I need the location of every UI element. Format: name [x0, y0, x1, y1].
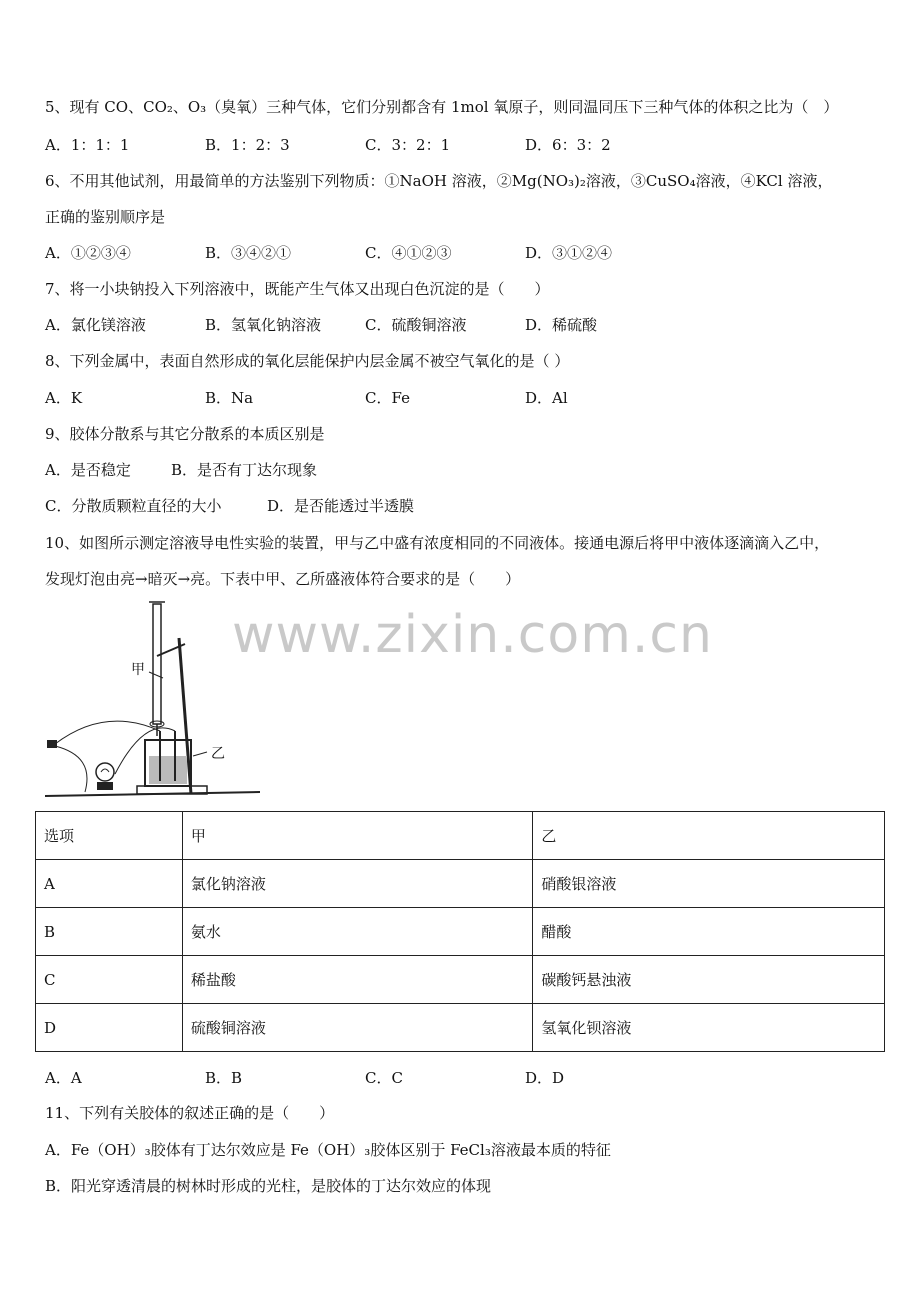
- q9-option-c: C．分散质颗粒直径的大小: [45, 497, 222, 515]
- q11-option-b: B．阳光穿透清晨的树林时形成的光柱，是胶体的丁达尔效应的体现: [45, 1177, 492, 1195]
- table-cell: 碳酸钙悬浊液: [533, 956, 885, 1004]
- label-yi: 乙: [211, 746, 225, 762]
- table-cell: 氯化钠溶液: [182, 860, 533, 908]
- q5-option-d: D．6：3：2: [525, 136, 611, 154]
- q8-option-b: B．Na: [205, 389, 254, 407]
- q5-option-c: C．3：2：1: [365, 136, 451, 154]
- q10-option-d: D．D: [525, 1069, 565, 1087]
- conductivity-apparatus-figure: [45, 596, 275, 802]
- q5-option-b: B．1：2：3: [205, 136, 290, 154]
- table-cell: 氨水: [182, 908, 533, 956]
- q9-stem: 9、胶体分散系与其它分散系的本质区别是: [45, 425, 325, 443]
- q10-stem-line2: 发现灯泡由亮→暗灭→亮。下表中甲、乙所盛液体符合要求的是（ ）: [45, 570, 521, 588]
- table-cell: 稀盐酸: [182, 956, 533, 1004]
- table-row: [36, 1004, 885, 1052]
- q9-option-d: D．是否能透过半透膜: [267, 497, 415, 515]
- table-header-cell: 乙: [533, 812, 885, 860]
- q6-option-c: C．④①②③: [365, 244, 452, 262]
- table-cell: A: [36, 860, 183, 908]
- q7-option-a: A．氯化镁溶液: [45, 316, 146, 334]
- q10-option-a: A．A: [45, 1069, 82, 1087]
- q6-option-d: D．③①②④: [525, 244, 613, 262]
- table-row: [36, 956, 885, 1004]
- q8-option-a: A．K: [45, 389, 83, 407]
- q7-option-d: D．稀硫酸: [525, 316, 598, 334]
- q8-option-d: D．Al: [525, 389, 568, 407]
- q8-stem: 8、下列金属中，表面自然形成的氧化层能保护内层金属不被空气氧化的是（ ）: [45, 352, 570, 370]
- q5-stem: 5、现有 CO、CO₂、O₃（臭氧）三种气体，它们分别都含有 1mol 氧原子，则同温同压下三种气体的体积之比为（ ）: [45, 98, 839, 116]
- table-row: [36, 908, 885, 956]
- table-cell: 氢氧化钡溶液: [533, 1004, 885, 1052]
- table-row: [36, 860, 885, 908]
- q7-option-b: B．氢氧化钠溶液: [205, 316, 322, 334]
- table-header-cell: 甲: [182, 812, 533, 860]
- q10-options-table: [35, 811, 885, 1052]
- q5-option-a: A．1：1：1: [45, 136, 130, 154]
- label-jia: 甲: [131, 662, 145, 678]
- q10-stem-line1: 10、如图所示测定溶液导电性实验的装置，甲与乙中盛有浓度相同的不同液体。接通电源后将甲中液体逐滴滴入乙中，: [45, 534, 830, 552]
- q7-stem: 7、将一小块钠投入下列溶液中，既能产生气体又出现白色沉淀的是（ ）: [45, 280, 550, 298]
- q6-stem-line2: 正确的鉴别顺序是: [45, 208, 166, 226]
- table-cell: B: [36, 908, 183, 956]
- table-cell: 醋酸: [533, 908, 885, 956]
- q10-option-b: B．B: [205, 1069, 243, 1087]
- table-cell: C: [36, 956, 183, 1004]
- q6-option-a: A．①②③④: [45, 244, 131, 262]
- q6-option-b: B．③④②①: [205, 244, 292, 262]
- q7-option-c: C．硫酸铜溶液: [365, 316, 467, 334]
- q8-option-c: C．Fe: [365, 389, 410, 407]
- watermark: www.zixin.com.cn: [232, 605, 713, 665]
- q9-option-a: A．是否稳定: [45, 461, 131, 479]
- q9-option-b: B．是否有丁达尔现象: [171, 461, 318, 479]
- table-cell: 硫酸铜溶液: [182, 1004, 533, 1052]
- q11-option-a: A．Fe（OH）₃胶体有丁达尔效应是 Fe（OH）₃胶体区别于 FeCl₃溶液最本质的特征: [45, 1141, 611, 1159]
- q10-option-c: C．C: [365, 1069, 403, 1087]
- q11-stem: 11、下列有关胶体的叙述正确的是（ ）: [45, 1104, 335, 1122]
- table-header-cell: 选项: [36, 812, 183, 860]
- q6-stem-line1: 6、不用其他试剂，用最简单的方法鉴别下列物质：①NaOH 溶液，②Mg(NO₃)₂溶液，③CuSO₄溶液，④KCl 溶液，: [45, 172, 833, 190]
- table-cell: D: [36, 1004, 183, 1052]
- table-cell: 硝酸银溶液: [533, 860, 885, 908]
- table-header-row: [36, 812, 885, 860]
